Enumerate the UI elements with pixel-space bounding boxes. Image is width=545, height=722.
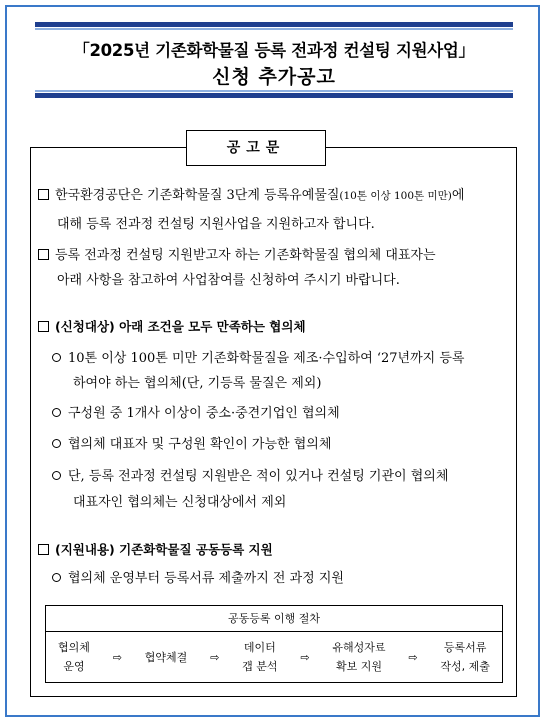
circle-bullet-icon	[52, 439, 61, 448]
title-line-2: 신청 추가공고	[212, 66, 336, 88]
intro-text: 등록 전과정 컨설팅 지원받고자 하는 기존화학물질 협의체 대표자는	[55, 248, 436, 263]
support-heading-row	[38, 535, 273, 565]
target-heading: (신청대상) 아래 조건을 모두 만족하는 협의체	[55, 319, 306, 334]
circle-bullet-icon	[52, 573, 61, 582]
target-item-text: 협의체 대표자 및 구성원 확인이 가능한 협의체	[68, 437, 332, 452]
checkbox-square-icon	[38, 544, 49, 555]
target-item-text: 구성원 중 1개사 이상이 중소·중견기업인 협의체	[68, 406, 340, 421]
target-heading-row	[38, 312, 306, 342]
title-line-1: 「2025년 기존화학물질 등록 전과정 컨설팅 지원사업」	[73, 41, 475, 60]
right-arrow-icon: ⇨	[210, 650, 220, 664]
target-item-1-cont: 하여야 하는 협의체(단, 기등록 물질은 제외)	[73, 376, 322, 391]
checkbox-square-icon	[38, 189, 49, 200]
notice-tab: 공고문	[186, 130, 326, 166]
right-arrow-icon: ⇨	[300, 650, 310, 664]
target-item-4-cont: 대표자인 협의체는 신청대상에서 제외	[73, 495, 287, 510]
process-steps	[46, 632, 502, 682]
intro-line-2: 대해 등록 전과정 컨설팅 지원사업을 지원하고자 합니다.	[57, 217, 375, 232]
title-bar-top	[35, 22, 513, 27]
circle-bullet-icon	[52, 471, 61, 480]
support-item-text: 협의체 운영부터 등록서류 제출까지 전 과정 지원	[68, 571, 344, 586]
process-step: 협약체결	[144, 650, 188, 664]
intro-line-4: 아래 사항을 참고하여 사업참여를 신청하여 주시기 바랍니다.	[57, 273, 400, 288]
intro-text: 한국환경공단은 기존화학물질 3단계 등록유예물질	[55, 188, 340, 203]
checkbox-square-icon	[38, 321, 49, 332]
process-title: 공동등록 이행 절차	[46, 606, 502, 632]
title-banner	[35, 22, 513, 100]
process-table	[45, 605, 503, 683]
intro-line-1	[38, 181, 464, 211]
process-step: 유해성자료 확보 지원	[332, 641, 386, 673]
process-step: 데이터 갭 분석	[242, 641, 278, 673]
process-step: 협의체 운영	[58, 641, 90, 673]
target-item-3	[52, 430, 331, 459]
target-item-text: 단, 등록 전과정 컨설팅 지원받은 적이 있거나 컨설팅 기관이 협의체	[68, 469, 449, 484]
support-item	[52, 564, 344, 593]
title-bar-bottom-thin	[35, 90, 513, 92]
circle-bullet-icon	[52, 408, 61, 417]
target-item-text: 10톤 이상 100톤 미만 기존화학물질을 제조·수입하여 ‘27년까지 등록	[68, 351, 465, 366]
target-item-2	[52, 399, 340, 428]
intro-text-tail: 에	[451, 188, 465, 203]
right-arrow-icon: ⇨	[112, 650, 122, 664]
intro-note: (10톤 이상 100톤 미만)	[339, 190, 452, 202]
checkbox-square-icon	[38, 249, 49, 260]
support-heading: (지원내용) 기존화학물질 공동등록 지원	[55, 542, 273, 557]
process-step: 등록서류 작성, 제출	[440, 641, 490, 673]
right-arrow-icon: ⇨	[408, 650, 418, 664]
title-bar-top-thin	[35, 28, 513, 30]
circle-bullet-icon	[52, 353, 61, 362]
target-item-4	[52, 462, 448, 491]
title-bar-bottom	[35, 93, 513, 98]
